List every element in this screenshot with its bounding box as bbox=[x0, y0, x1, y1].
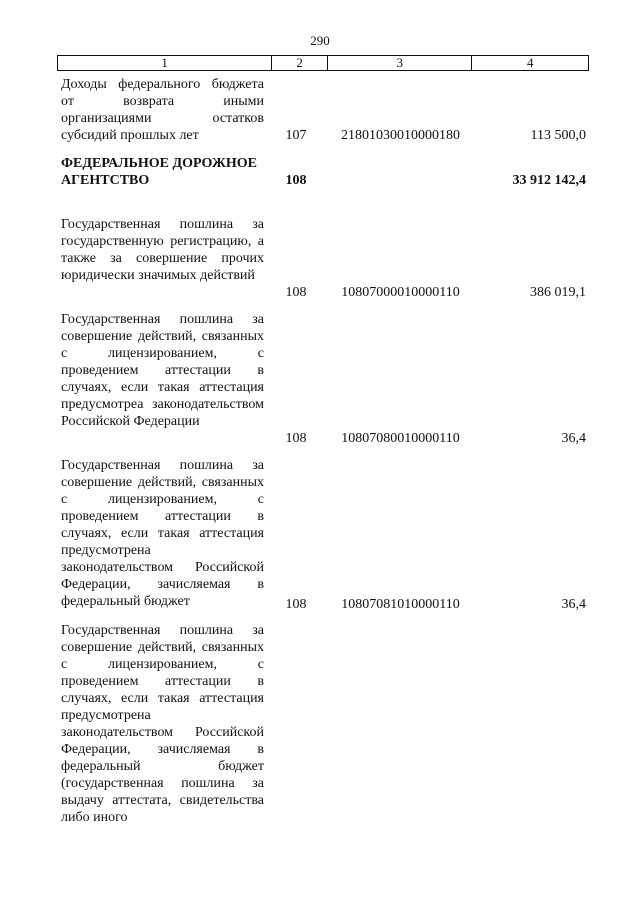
row-description: Государственная пошлина за государственную регистрацию, а также за совершение прочих юридически значимых действий bbox=[61, 217, 264, 283]
row-amount: 386 019,1 bbox=[530, 285, 586, 300]
row-kbk: 10807000010000110 bbox=[341, 285, 460, 300]
row-code: 107 bbox=[285, 128, 307, 143]
row-kbk: 10807081010000110 bbox=[341, 597, 460, 612]
row-description: Государственная пошлина за совершение действий, связанных с лицензированием, с проведением аттестации в случаях, если такая аттестация предусмотрена законодательством Российской Федерации, зачисляемая в федеральный бюджет bbox=[61, 458, 264, 609]
row-description: ФЕДЕРАЛЬНОЕ ДОРОЖНОЕ АГЕНТСТВО bbox=[61, 156, 257, 188]
row-kbk: 10807080010000110 bbox=[341, 431, 460, 446]
header-col-2: 2 bbox=[272, 56, 328, 70]
row-description: Государственная пошлина за совершение действий, связанных с лицензированием, с проведением аттестации в случаях, если такая аттестация предусмотрена законодательством Российской Федерации, зачисляемая в федеральный бюджет (государственная пошлина за выдачу аттестата, свидетельства либо иного bbox=[61, 623, 264, 825]
header-col-4: 4 bbox=[526, 55, 534, 70]
row-amount: 36,4 bbox=[561, 597, 586, 612]
header-col-1: 1 bbox=[58, 56, 272, 70]
row-description: Государственная пошлина за совершение действий, связанных с лицензированием, с проведением аттестации в случаях, если такая аттестация предусмотреа законодательством Российской Федерации bbox=[61, 312, 264, 429]
row-amount: 33 912 142,4 bbox=[512, 173, 586, 188]
row-code: 108 bbox=[285, 431, 307, 446]
row-code: 108 bbox=[285, 285, 307, 300]
table-header bbox=[57, 55, 589, 71]
row-code: 108 bbox=[285, 597, 307, 612]
row-amount: 113 500,0 bbox=[530, 128, 586, 143]
page-number: 290 bbox=[310, 33, 330, 48]
row-description: Доходы федерального бюджета от возврата иными организациями остатков субсидий прошлых лет bbox=[61, 77, 264, 143]
row-kbk: 21801030010000180 bbox=[341, 128, 460, 143]
row-amount: 36,4 bbox=[561, 431, 586, 446]
row-code: 108 bbox=[285, 173, 307, 188]
header-col-3: 3 bbox=[328, 56, 472, 70]
